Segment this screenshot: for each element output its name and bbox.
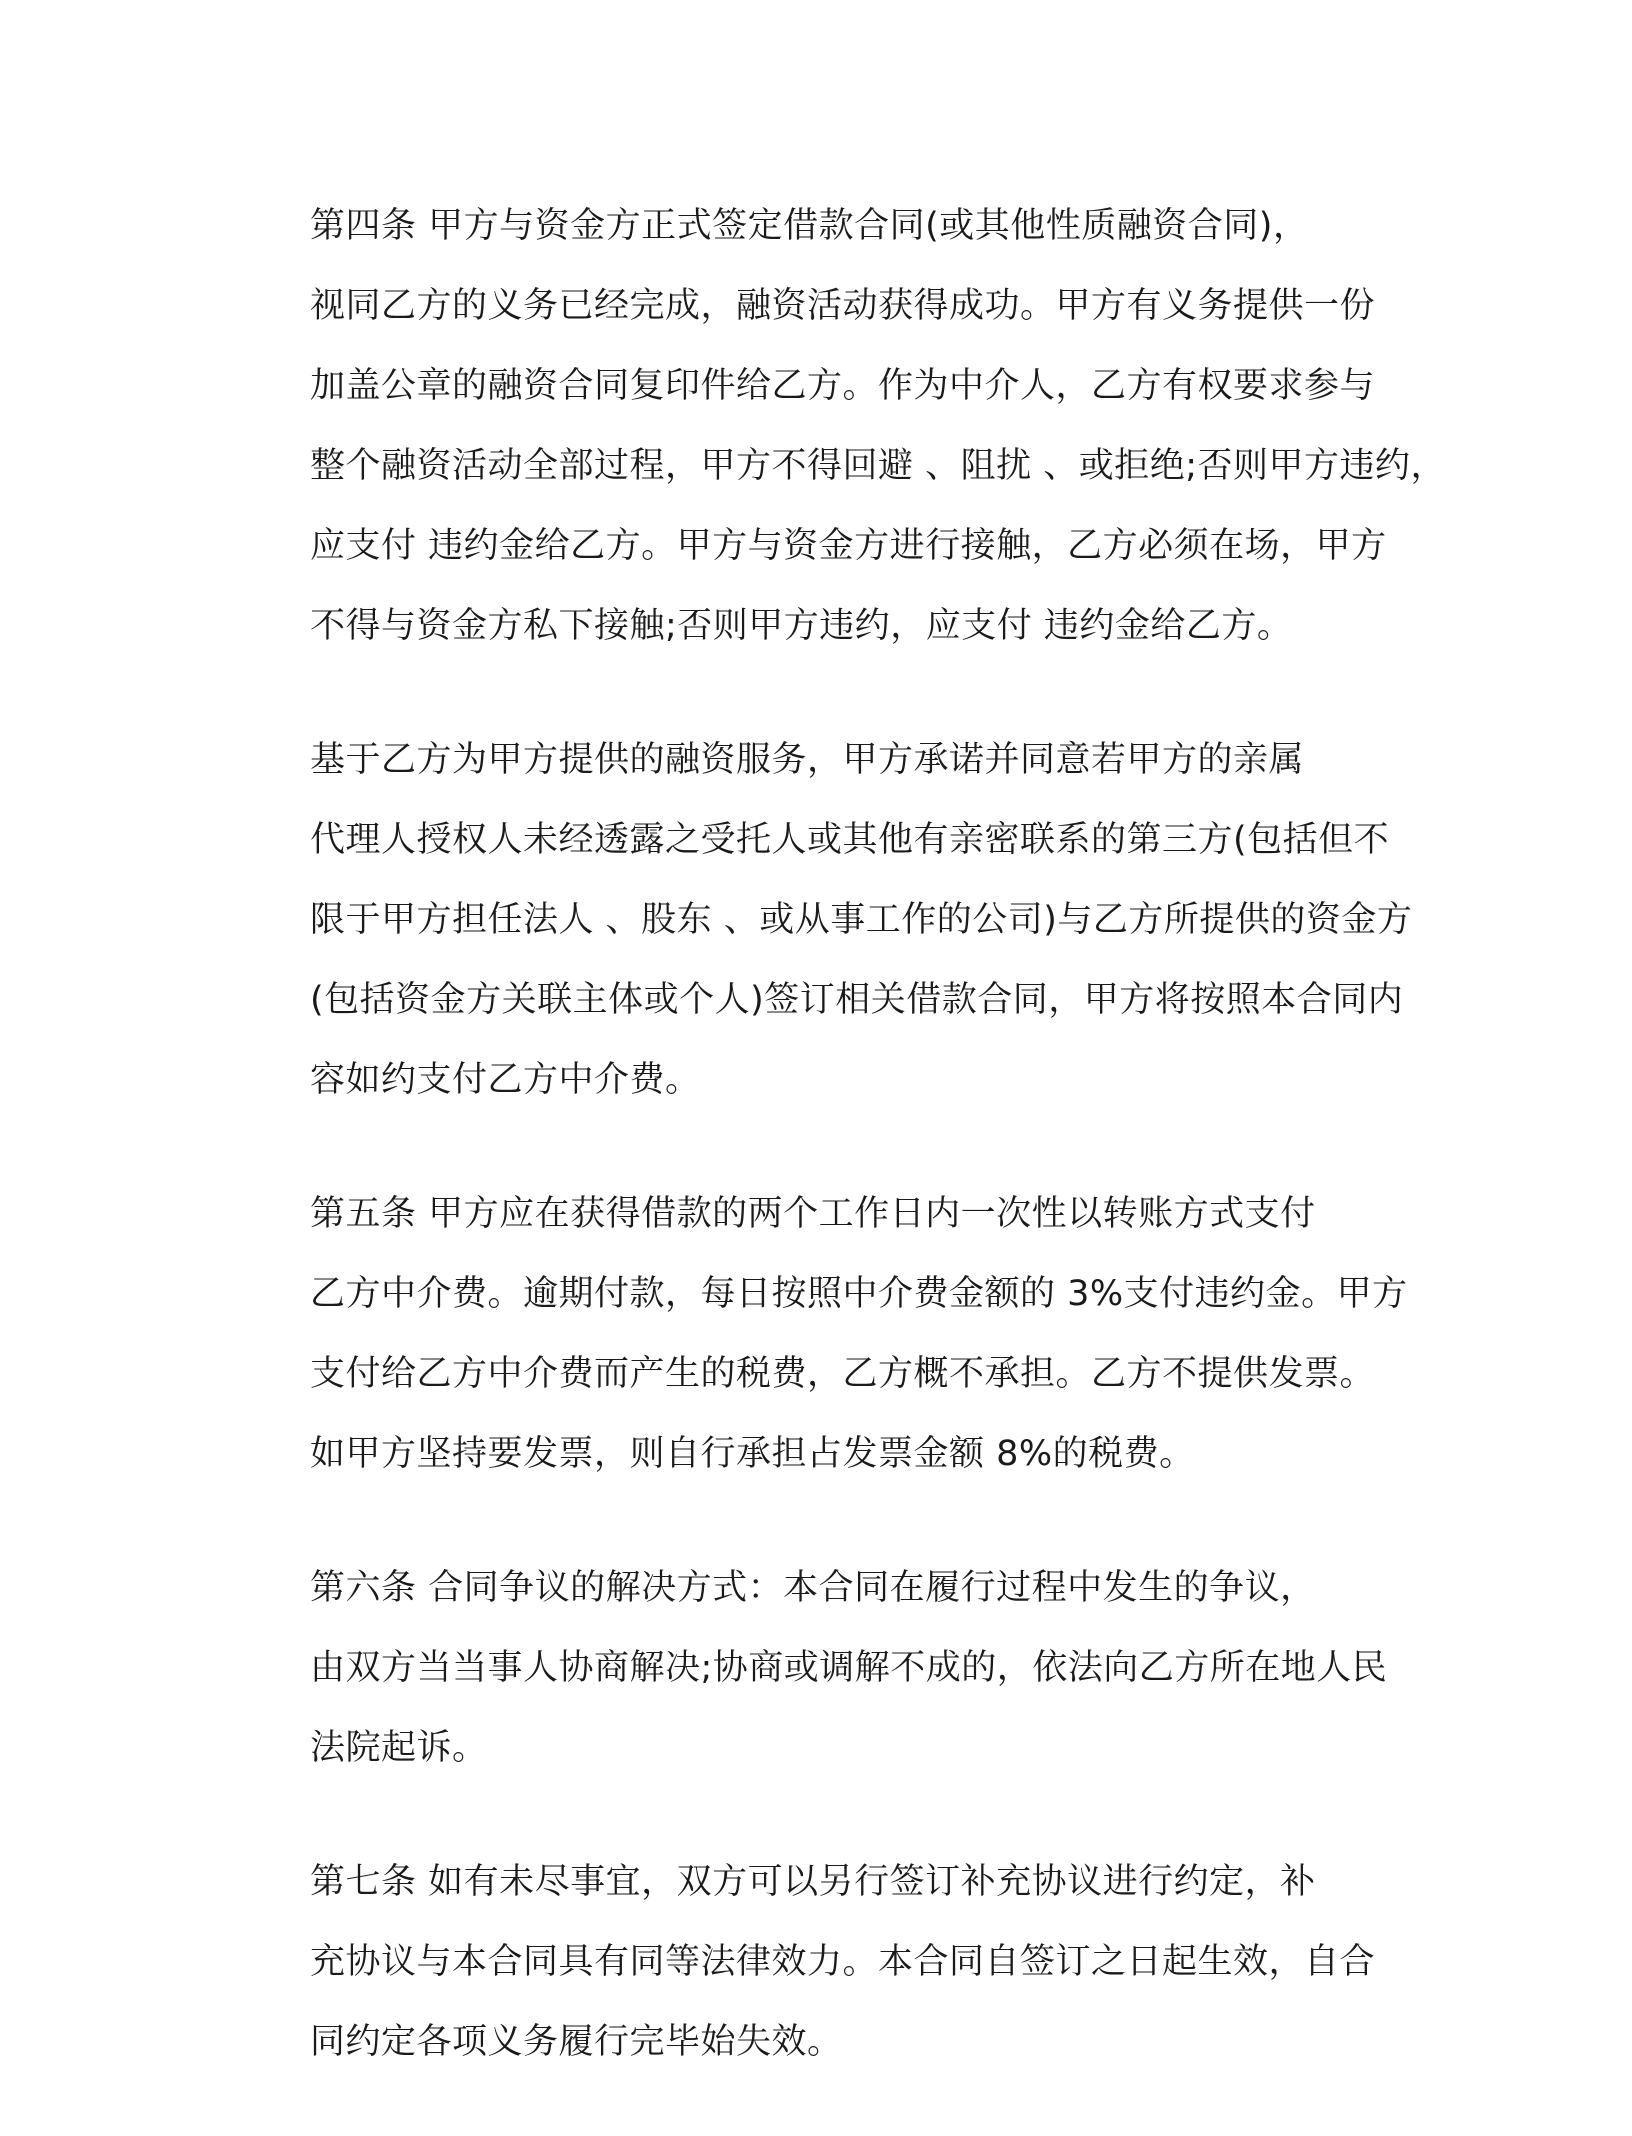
paragraph-commitment (240, 720, 1413, 1120)
text-line: 第七条 如有未尽事宜，双方可以另行签订补充协议进行约定，补 (310, 1862, 1316, 1902)
text-line: 乙方中介费。逾期付款，每日按照中介费金额的 3%支付违约金。甲方 (310, 1274, 1408, 1314)
text-line: 法院起诉。 (310, 1728, 488, 1768)
text-line: 应支付 违约金给乙方。甲方与资金方进行接触，乙方必须在场，甲方 (310, 526, 1387, 566)
text-line: 支付给乙方中介费而产生的税费，乙方概不承担。乙方不提供发票。 (310, 1354, 1376, 1394)
text-line: 容如约支付乙方中介费。 (310, 1060, 701, 1100)
text-line: 整个融资活动全部过程，甲方不得回避 、阻扰 、或拒绝;否则甲方违约， (310, 446, 1447, 486)
text-line: 加盖公章的融资合同复印件给乙方。作为中介人，乙方有权要求参与 (310, 366, 1376, 406)
text-line: 视同乙方的义务已经完成，融资活动获得成功。甲方有义务提供一份 (310, 286, 1376, 326)
text-line: (包括资金方关联主体或个人)签订相关借款合同，甲方将按照本合同内 (310, 980, 1404, 1020)
text-line: 由双方当当事人协商解决;协商或调解不成的，依法向乙方所在地人民 (310, 1648, 1388, 1688)
text-line: 如甲方坚持要发票，则自行承担占发票金额 8%的税费。 (310, 1434, 1195, 1474)
text-line: 第六条 合同争议的解决方式：本合同在履行过程中发生的争议， (310, 1568, 1316, 1608)
text-line: 代理人授权人未经透露之受托人或其他有亲密联系的第三方(包括但不 (310, 820, 1390, 860)
paragraph-article-5 (240, 1174, 1408, 1494)
text-line: 不得与资金方私下接触;否则甲方违约，应支付 违约金给乙方。 (310, 606, 1293, 646)
paragraph-article-4 (240, 186, 1447, 666)
text-line: 充协议与本合同具有同等法律效力。本合同自签订之日起生效，自合 (310, 1942, 1376, 1982)
text-line: 第五条 甲方应在获得借款的两个工作日内一次性以转账方式支付 (310, 1194, 1316, 1234)
paragraph-article-6 (240, 1548, 1388, 1788)
text-line: 限于甲方担任法人 、股东 、或从事工作的公司)与乙方所提供的资金方 (310, 900, 1413, 940)
text-line: 基于乙方为甲方提供的融资服务，甲方承诺并同意若甲方的亲属 (310, 740, 1305, 780)
text-line: 第四条 甲方与资金方正式签定借款合同(或其他性质融资合同)， (310, 206, 1309, 246)
document-body (240, 186, 1447, 2136)
text-line: 同约定各项义务履行完毕始失效。 (310, 2022, 843, 2062)
paragraph-article-7 (240, 1842, 1384, 2082)
